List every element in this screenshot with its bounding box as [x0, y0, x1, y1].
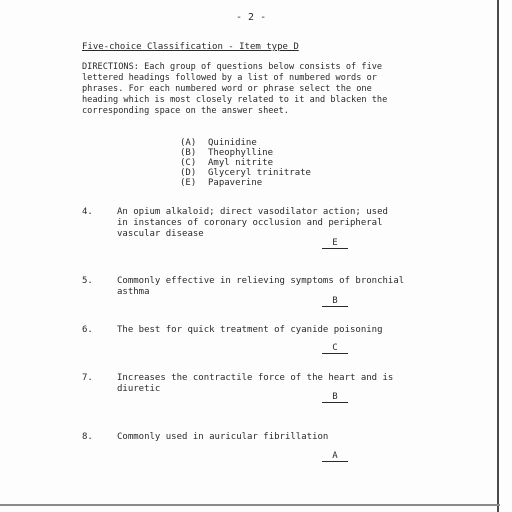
question-line: Commonly effective in relieving symptoms of bronchial [117, 276, 405, 286]
answer-blank: C [322, 343, 348, 354]
choice-key: (A) [180, 138, 197, 148]
answer-blank: A [322, 451, 348, 462]
question-number: 4. [82, 207, 93, 217]
choice-key: (B) [180, 148, 197, 158]
question-line: in instances of coronary occlusion and peripheral [117, 218, 383, 228]
answer-blank: E [322, 238, 348, 249]
page-edge-bottom [0, 504, 500, 506]
question-line: Commonly used in auricular fibrillation [117, 432, 329, 442]
choice-list [180, 138, 311, 188]
page-edge-right [497, 0, 499, 512]
directions-line: heading which is most closely related to it and blacken the [82, 95, 388, 105]
section-title: Five-choice Classification - Item type D [82, 42, 299, 52]
question-number: 7. [82, 373, 93, 383]
choice-key: (D) [180, 168, 197, 178]
choice-item [180, 138, 311, 148]
question-line: vascular disease [117, 229, 204, 239]
directions-line: corresponding space on the answer sheet. [82, 106, 289, 116]
choice-label: Glyceryl trinitrate [208, 168, 311, 178]
directions-paragraph [82, 62, 442, 117]
question-text [117, 276, 437, 298]
question-line: asthma [117, 287, 150, 297]
choice-key: (C) [180, 158, 197, 168]
answer-blank: B [322, 392, 348, 403]
question-line: The best for quick treatment of cyanide poisoning [117, 325, 383, 335]
choice-label: Papaverine [208, 178, 263, 188]
choice-item [180, 168, 311, 178]
question-number: 8. [82, 432, 93, 442]
choice-item [180, 158, 311, 168]
choice-item [180, 148, 311, 158]
directions-line: phrases. For each numbered word or phrase select the one [82, 84, 372, 94]
choice-label: Theophylline [208, 148, 274, 158]
answer-blank: B [322, 296, 348, 307]
choice-label: Quinidine [208, 138, 257, 148]
question-text [117, 207, 437, 240]
question-number: 6. [82, 325, 93, 335]
question-text [117, 373, 437, 395]
choice-label: Amyl nitrite [208, 158, 274, 168]
choice-key: (E) [180, 178, 197, 188]
question-line: Increases the contractile force of the heart and is [117, 373, 394, 383]
directions-line: lettered headings followed by a list of numbered words or [82, 73, 377, 83]
page-number: - 2 - [236, 12, 267, 23]
question-text [117, 432, 437, 443]
question-line: An opium alkaloid; direct vasodilator action; used [117, 207, 388, 217]
question-text [117, 325, 437, 336]
question-line: diuretic [117, 384, 161, 394]
question-number: 5. [82, 276, 93, 286]
directions-line: DIRECTIONS: Each group of questions below consists of five [82, 62, 383, 72]
choice-item [180, 178, 311, 188]
